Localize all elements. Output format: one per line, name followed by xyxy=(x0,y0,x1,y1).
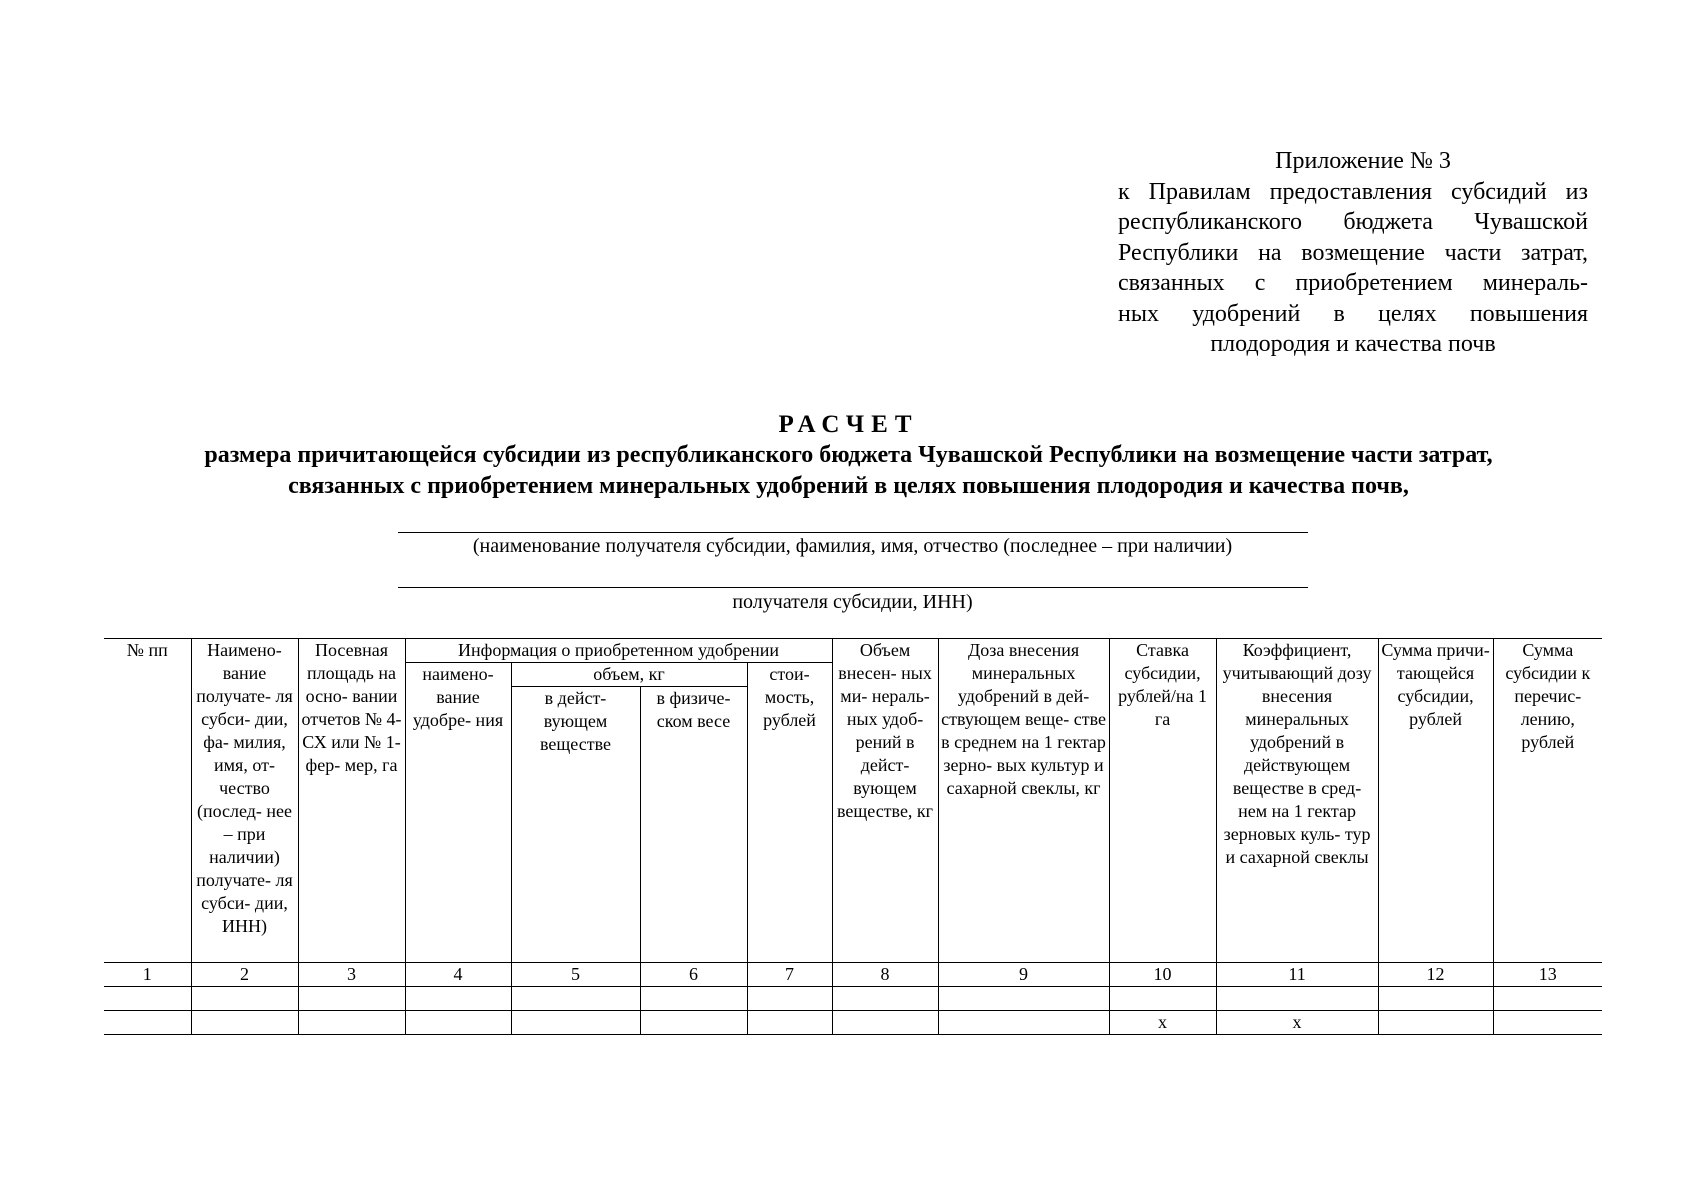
column-number: 2 xyxy=(191,963,298,987)
recipient-caption-1: (наименование получателя субсидии, фамилия, имя, отчество (последнее – при наличии) xyxy=(472,535,1233,557)
table-cell[interactable] xyxy=(1216,987,1378,1011)
table-cell[interactable] xyxy=(832,987,938,1011)
appendix-last-line: плодородия и качества почв xyxy=(1210,331,1496,357)
calculation-table xyxy=(104,638,1602,1035)
table-cell[interactable] xyxy=(1493,1011,1602,1035)
appendix-line: связанных с приобретением минераль- xyxy=(1118,270,1588,296)
table-cell[interactable] xyxy=(1493,987,1602,1011)
table-cell[interactable] xyxy=(405,987,511,1011)
table-cell[interactable] xyxy=(747,987,832,1011)
column-numbers-row xyxy=(104,963,1602,987)
table-cell[interactable] xyxy=(1378,987,1493,1011)
appendix-block xyxy=(1118,146,1588,360)
header-physical-weight: в физиче- ском весе xyxy=(640,687,747,963)
table-cell[interactable] xyxy=(938,987,1109,1011)
column-number: 5 xyxy=(511,963,640,987)
header-sown-area: Посевная площадь на осно- вании отчетов № 4-СХ или № 1-фер- мер, га xyxy=(298,639,405,963)
table-cell[interactable] xyxy=(747,1011,832,1035)
header-application-dose: Доза внесения минеральных удобрений в дей- ствующем веще- стве в среднем на 1 гектар зерно- вых культур и сахарной свеклы, кг xyxy=(938,639,1109,963)
header-coefficient: Коэффициент, учитывающий дозу внесения минеральных удобрений в действующем веществе в сред- нем на 1 гектар зерновых куль- тур и сахарной свеклы xyxy=(1216,639,1378,963)
table-cell[interactable] xyxy=(104,1011,191,1035)
header-fertilizer-name: наимено- вание удобре- ния xyxy=(405,663,511,963)
heading-line-1: размера причитающейся субсидии из республиканского бюджета Чувашской Республики на возмещение части затрат, xyxy=(204,442,1493,468)
column-number: 4 xyxy=(405,963,511,987)
table-cell[interactable]: x xyxy=(1216,1011,1378,1035)
column-number: 6 xyxy=(640,963,747,987)
table-row xyxy=(104,987,1602,1011)
table-cell[interactable] xyxy=(832,1011,938,1035)
appendix-line: ных удобрений в целях повышения xyxy=(1118,300,1588,327)
recipient-caption-2: получателя субсидии, ИНН) xyxy=(732,591,973,613)
header-applied-volume: Объем внесен- ных ми- нераль- ных удоб- рений в дейст- вующем веществе, кг xyxy=(832,639,938,963)
column-number: 13 xyxy=(1493,963,1602,987)
column-number: 8 xyxy=(832,963,938,987)
table-cell[interactable] xyxy=(104,987,191,1011)
document-heading xyxy=(100,410,1597,502)
header-subsidy-due: Сумма причи- тающейся субсидии, рублей xyxy=(1378,639,1493,963)
header-volume-kg: объем, кг xyxy=(511,663,747,687)
column-number: 9 xyxy=(938,963,1109,987)
table-row xyxy=(104,1011,1602,1035)
appendix-line: республиканского бюджета Чувашской xyxy=(1118,209,1588,235)
header-cost: стои- мость, рублей xyxy=(747,663,832,963)
header-active-substance: в дейст- вующем веществе xyxy=(511,687,640,963)
heading-line-2: связанных с приобретением минеральных удобрений в целях повышения плодородия и качества почв, xyxy=(288,473,1409,499)
table-cell[interactable] xyxy=(938,1011,1109,1035)
header-number: № пп xyxy=(104,639,191,963)
table-cell[interactable] xyxy=(405,1011,511,1035)
appendix-line: к Правилам предоставления субсидий из xyxy=(1118,178,1588,205)
table-cell[interactable] xyxy=(191,987,298,1011)
column-number: 3 xyxy=(298,963,405,987)
column-number: 12 xyxy=(1378,963,1493,987)
header-subsidy-transfer: Сумма субсидии к перечис- лению, рублей xyxy=(1493,639,1602,963)
table-cell[interactable] xyxy=(298,987,405,1011)
table-cell[interactable] xyxy=(1378,1011,1493,1035)
header-subsidy-rate: Ставка субсидии, рублей/на 1 га xyxy=(1109,639,1216,963)
recipient-fill-line-1[interactable] xyxy=(398,532,1308,533)
appendix-title: Приложение № 3 xyxy=(1275,148,1451,174)
column-number: 11 xyxy=(1216,963,1378,987)
recipient-fill-line-2[interactable] xyxy=(398,587,1308,588)
column-number: 7 xyxy=(747,963,832,987)
column-number: 10 xyxy=(1109,963,1216,987)
table-cell[interactable]: x xyxy=(1109,1011,1216,1035)
table-cell[interactable] xyxy=(511,1011,640,1035)
appendix-line: Республики на возмещение части затрат, xyxy=(1118,239,1588,266)
column-number: 1 xyxy=(104,963,191,987)
table-cell[interactable] xyxy=(191,1011,298,1035)
document-title: РАСЧЕТ xyxy=(778,411,919,438)
header-row-1 xyxy=(104,639,1602,663)
header-fertilizer-info: Информация о приобретенном удобрении xyxy=(405,639,832,663)
table-cell[interactable] xyxy=(511,987,640,1011)
table-cell[interactable] xyxy=(298,1011,405,1035)
table-cell[interactable] xyxy=(640,1011,747,1035)
table-cell[interactable] xyxy=(1109,987,1216,1011)
table-cell[interactable] xyxy=(640,987,747,1011)
header-recipient-name: Наимено- вание получате- ля субси- дии, фа- милия, имя, от- чество (послед- нее – при наличии) получате- ля субси- дии, ИНН) xyxy=(191,639,298,963)
